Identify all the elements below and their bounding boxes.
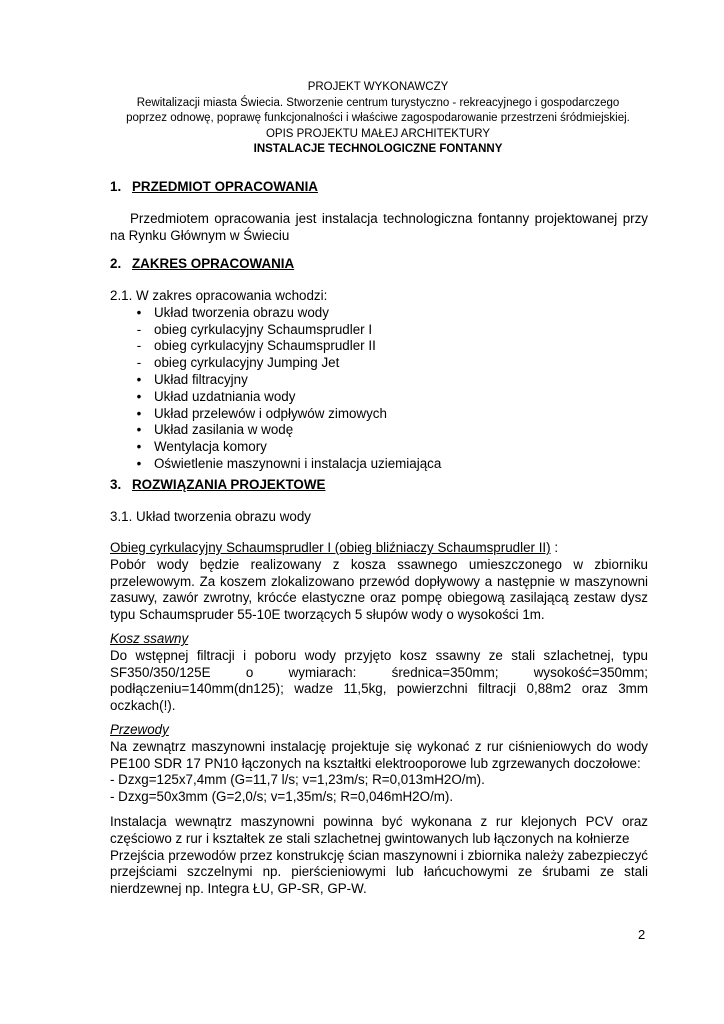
header-line-1: PROJEKT WYKONAWCZY <box>307 81 449 93</box>
kosz-line: Do wstępnej filtracji i poboru wody przyjęto kosz ssawny ze stali szlachetnej, typu <box>110 647 648 663</box>
bullet-icon: • <box>136 388 142 404</box>
obieg-line: Pobór wody będzie realizowany z kosza ssawnego umieszczonego w zbiorniku <box>110 556 648 572</box>
kosz-line: SF350/350/125E o wymiarach: średnica=350mm; wysokość=350mm; <box>110 664 648 680</box>
instalacja-line: Instalacja wewnątrz maszynowni powinna być wykonana z rur klejonych PCV oraz <box>110 814 648 829</box>
scope-list-item-text: Wentylacja komory <box>154 439 267 455</box>
scope-list-item-text: Układ uzdatniania wody <box>154 388 296 404</box>
dash-icon: - <box>136 338 142 354</box>
bullet-icon: • <box>136 455 142 471</box>
kosz-title: Kosz ssawny <box>110 631 189 646</box>
scope-list <box>110 305 648 473</box>
przewody-line: PE100 SDR 17 PN10 łączonych na kształtki elektrooporowe lub zgrzewanych doczołowe: <box>110 755 641 771</box>
scope-list-item <box>110 372 648 389</box>
instalacja-line: Przejścia przewodów przez konstrukcję ścian maszynowni i zbiornika należy zabezpieczyć <box>110 847 648 863</box>
section-1-heading: 1. PRZEDMIOT OPRACOWANIA <box>110 179 318 194</box>
bullet-icon: • <box>136 405 142 421</box>
scope-list-item <box>110 338 648 355</box>
scope-list-item <box>110 322 648 339</box>
kosz-line: oczkach(!). <box>110 698 176 714</box>
przewody-line: Na zewnątrz maszynowni instalację projektuje się wykonać z rur ciśnieniowych do wody <box>110 738 648 754</box>
przewody-title: Przewody <box>110 722 169 737</box>
instalacja-line: częściowo z rur i kształtek ze stali szlachetnej gwintowanych lub łączonych na kołnierze <box>110 830 630 846</box>
scope-list-item <box>110 406 648 423</box>
section-1-line-2: na Rynku Głównym w Świeciu <box>110 227 290 243</box>
obieg-line: typu Schaumspruder 55-10E tworzących 5 słupów wody o wysokości 1m. <box>110 607 545 623</box>
bullet-icon: • <box>136 304 142 320</box>
bullet-icon: • <box>136 439 142 455</box>
section-2-heading: 2. ZAKRES OPRACOWANIA <box>110 256 295 271</box>
header-line-4: OPIS PROJEKTU MAŁEJ ARCHITEKTURY <box>265 127 491 140</box>
dash-icon: - <box>136 355 142 371</box>
obieg-title-line: Obieg cyrkulacyjny Schaumsprudler I (obieg bliźniaczy Schaumsprudler II) : <box>110 540 559 555</box>
scope-list-item-text: Układ przelewów i odpływów zimowych <box>154 405 387 421</box>
przewody-line: - Dzxg=125x7,4mm (G=11,7 l/s; v=1,23m/s; R=0,013mH2O/m). <box>110 772 485 788</box>
header-line-3: poprzez odnowę, poprawę funkcjonalności i właściwe zagospodarowanie przestrzeni śródmiejskiej. <box>126 112 630 124</box>
obieg-line: zasuwy, zawór zwrotny, krócće elastyczne oraz pompę obiegową zasilającą zestaw dysz <box>110 590 648 606</box>
scope-list-item <box>110 422 648 439</box>
instalacja-line: przejściami szczelnymi np. pierścieniowymi lub łańcuchowymi ze śrubami ze stali <box>110 864 648 880</box>
section-2-body <box>110 288 648 473</box>
document-header <box>100 80 656 158</box>
subsection-3-1-title: 3.1. Układ tworzenia obrazu wody <box>110 509 311 524</box>
header-line-5: INSTALACJE TECHNOLOGICZNE FONTANNY <box>253 143 503 155</box>
obieg-line: przelewowym. Za koszem zlokalizowano przewód dopływowy a następnie w maszynowni <box>110 573 648 589</box>
kosz-block <box>110 631 648 715</box>
scope-list-item-text: Układ zasilania w wodę <box>154 422 294 438</box>
bullet-icon: • <box>136 371 142 387</box>
kosz-line: podłączeniu=140mm(dn125); wadze 11,5kg, powierzchni filtracji 0,88m2 oraz 3mm <box>110 681 648 697</box>
obieg-block <box>110 540 648 624</box>
instalacja-line: nierdzewnej np. Integra ŁU, GP-SR, GP-W. <box>110 881 367 897</box>
scope-list-item-text: Układ filtracyjny <box>154 371 248 387</box>
scope-list-item <box>110 389 648 406</box>
scope-list-item-text: Układ tworzenia obrazu wody <box>154 304 329 320</box>
header-line-2: Rewitalizacji miasta Świecia. Stworzenie centrum turystyczno - rekreacyjnego i gospodarczego <box>136 96 620 109</box>
scope-list-item-text: obieg cyrkulacyjny Schaumsprudler I <box>154 321 373 337</box>
dash-icon: - <box>136 321 142 337</box>
obieg-title: Obieg cyrkulacyjny Schaumsprudler I (obieg bliźniaczy Schaumsprudler II) <box>110 540 551 555</box>
section-1-body <box>110 211 648 245</box>
page-number: 2 <box>638 927 646 942</box>
przewody-block <box>110 722 648 806</box>
scope-list-item <box>110 456 648 473</box>
bullet-icon: • <box>136 422 142 438</box>
scope-list-item <box>110 355 648 372</box>
section-1-line-1: Przedmiotem opracowania jest instalacja technologiczna fontanny projektowanej przy <box>130 211 648 226</box>
scope-list-item <box>110 305 648 322</box>
section-2-intro: 2.1. W zakres opracowania wchodzi: <box>110 288 328 303</box>
przewody-line: - Dzxg=50x3mm (G=2,0/s; v=1,35m/s; R=0,046mH2O/m). <box>110 789 454 805</box>
scope-list-item <box>110 439 648 456</box>
scope-list-item-text: Oświetlenie maszynowni i instalacja uziemiająca <box>154 455 442 471</box>
instalacja-block <box>110 814 648 898</box>
section-3-heading: 3. ROZWIĄZANIA PROJEKTOWE <box>110 477 326 492</box>
scope-list-item-text: obieg cyrkulacyjny Schaumsprudler II <box>154 338 376 354</box>
scope-list-item-text: obieg cyrkulacyjny Jumping Jet <box>154 355 340 371</box>
